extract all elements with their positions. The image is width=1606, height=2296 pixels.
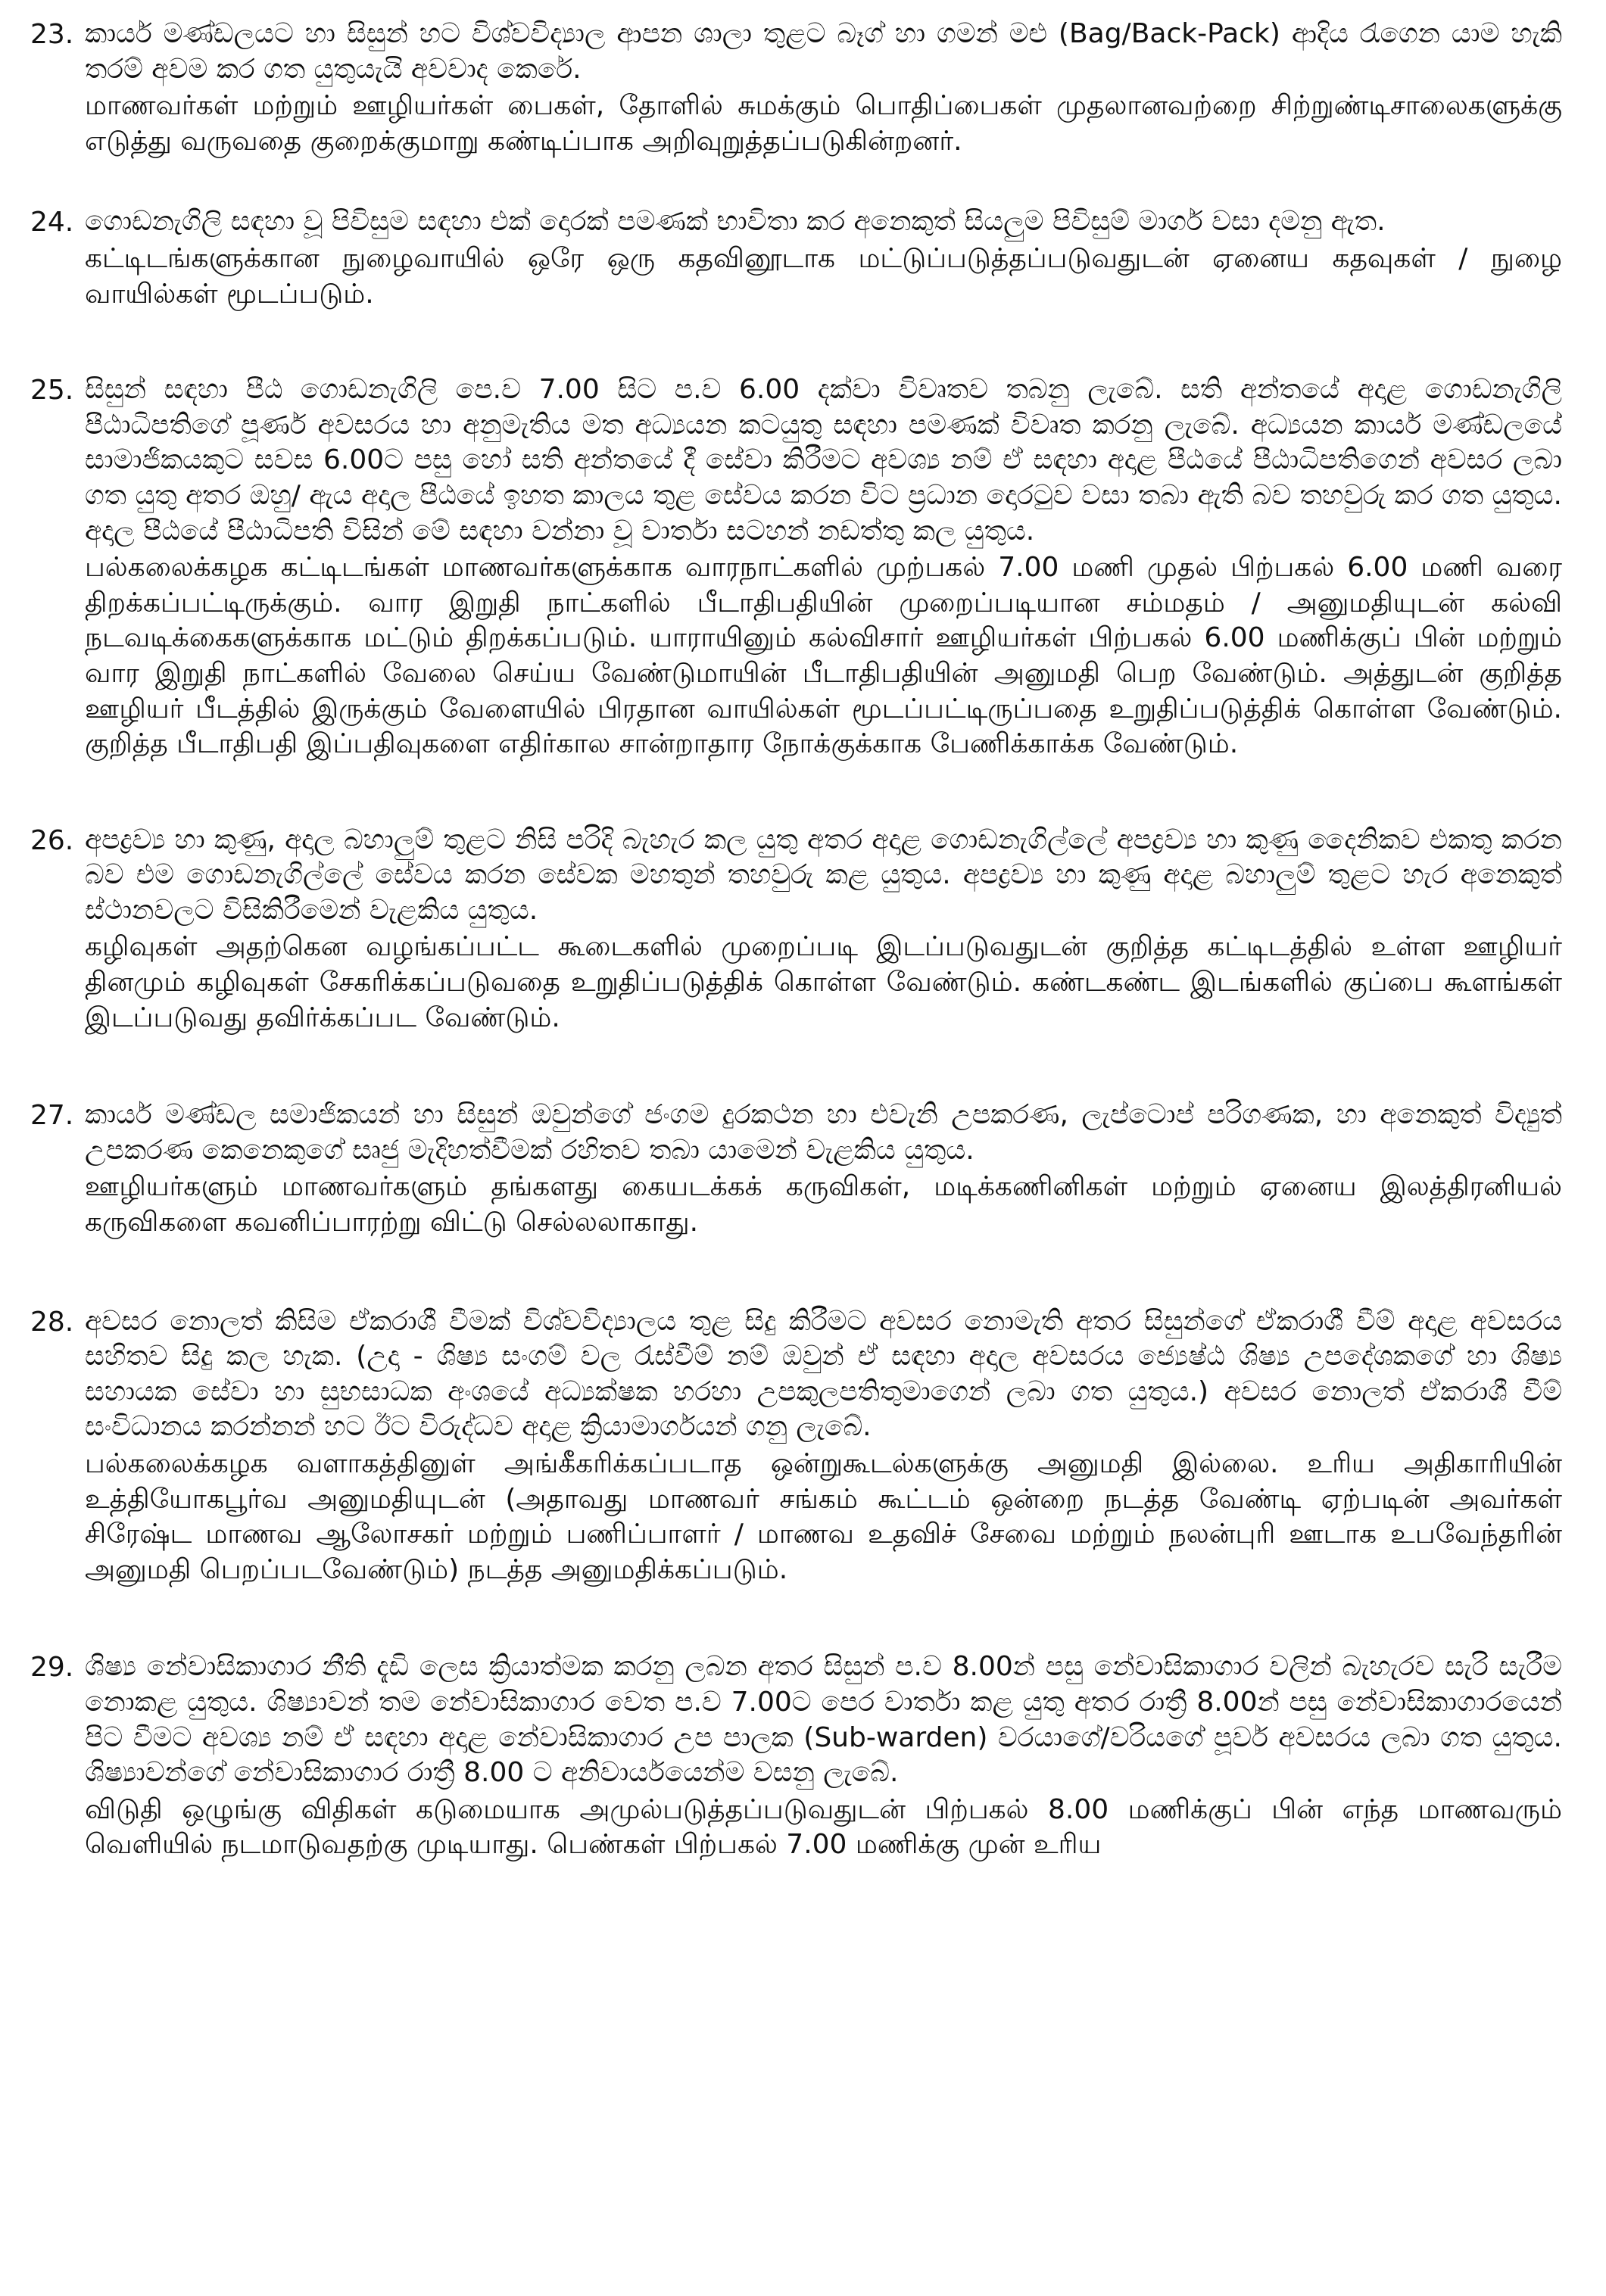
tamil-paragraph: கழிவுகள் அதற்கென வழங்கப்பட்ட கூடைகளில் முறைப்படி இடப்படுவதுடன் குறித்த கட்டிடத்தில் உள்ள ஊழியர் தினமும் கழிவுகள் சேகரிக்கப்படுவதை உறுதிப்படுத்திக் கொள்ள வேண்டும். கண்டகண்ட இடங்களில் குப்பை கூளங்கள் இடப்படுவது தவிர்க்கப்பட வேண்டும்.: [85, 931, 1562, 1033]
item-body: [85, 372, 1562, 762]
tamil-paragraph: பல்கலைக்கழக கட்டிடங்கள் மாணவர்களுக்காக வாரநாட்களில் முற்பகல் 7.00 மணி முதல் பிற்பகல் 6.00 மணி வரை திறக்கப்பட்டிருக்கும். வார இறுதி நாட்களில் பீடாதிபதியின் முறைப்படியான சம்மதம் / அனுமதியுடன் கல்வி நடவடிக்கைகளுக்காக மட்டும் திறக்கப்படும். யாராயினும் கல்விசார் ஊழியர்கள் பிற்பகல் 6.00 மணிக்குப் பின் மற்றும் வார இறுதி நாட்களில் வேலை செய்ய வேண்டுமாயின் பீடாதிபதியின் அனுமதி பெற வேண்டும். அத்துடன் குறித்த ஊழியர் பீடத்தில் இருக்கும் வேளையில் பிரதான வாயில்கள் மூடப்பட்டிருப்பதை உறுதிப்படுத்திக் கொள்ள வேண்டும். குறித்த பீடாதிபதி இப்பதிவுகளை எதிர்கால சான்றாதார நோக்குக்காக பேணிக்காக்க வேண்டும்.: [85, 552, 1562, 760]
tamil-paragraph: பல்கலைக்கழக வளாகத்தினுள் அங்கீகரிக்கப்படாத ஒன்றுகூடல்களுக்கு அனுமதி இல்லை. உரிய அதிகாரியின் உத்தியோகபூர்வ அனுமதியுடன் (அதாவது மாணவர் சங்கம் கூட்டம் ஒன்றை நடத்த வேண்டி ஏற்படின் அவர்கள் சிரேஷ்ட மாணவ ஆலோசகர் மற்றும் பணிப்பாளர் / மாணவ உதவிச் சேவை மற்றும் நலன்புரி ஊடாக உபவேந்தரின் அனுமதி பெறப்படவேண்டும்) நடத்த அனுமதிக்கப்படும்.: [85, 1448, 1562, 1585]
tamil-paragraph: கட்டிடங்களுக்கான நுழைவாயில் ஒரே ஒரு கதவினூடாக மட்டுப்படுத்தப்படுவதுடன் ஏனைய கதவுகள் / நுழை வாயில்கள் மூடப்படும்.: [85, 242, 1562, 310]
sinhala-paragraph: ගොඩනැගිලි සඳහා වූ පිවිසුම සඳහා එක් දොරක් පමණක් භාවිතා කර අනෙකුත් සියලුම පිවිසුම් මාර්ග වසා දමනු ඇත.: [85, 206, 1386, 238]
item-body: [85, 17, 1562, 159]
tamil-paragraph: ஊழியர்களும் மாணவர்களும் தங்களது கையடக்கக் கருவிகள், மடிக்கணினிகள் மற்றும் ஏனைய இலத்திரனியல் கருவிகளை கவனிப்பாரற்று விட்டு செல்லலாகாது.: [85, 1171, 1562, 1238]
rule-item-26: [30, 823, 1562, 1036]
rule-item-23: [30, 17, 1562, 159]
item-body: [85, 823, 1562, 1036]
item-number: 28.: [30, 1306, 74, 1338]
tamil-paragraph: விடுதி ஒழுங்கு விதிகள் கடுமையாக அமுல்படுத்தப்படுவதுடன் பிற்பகல் 8.00 மணிக்குப் பின் எந்த மாணவரும் வெளியில் நடமாடுவதற்கு முடியாது. பெண்கள் பிற்பகல் 7.00 மணிக்கு முன் உரிய: [85, 1793, 1562, 1861]
item-body: [85, 1098, 1562, 1240]
item-body: [85, 1650, 1562, 1863]
item-number: 24.: [30, 207, 74, 238]
item-number: 27.: [30, 1100, 74, 1132]
sinhala-paragraph: කාර්ය මණ්ඩල සමාජිකයන් හා සිසුන් ඔවුන්ගේ ජංගම දුරකථන හා එවැනි උපකරණ, ලැප්ටොප් පරිගණක, හා අනෙකුත් විද්‍යුත් උපකරණ කෙනෙකුගේ සෘජු මැදිහත්වීමක් රහිතව තබා යාමෙන් වැළකිය යුතුය.: [85, 1099, 1562, 1166]
item-body: [85, 204, 1562, 312]
item-number: 25.: [30, 375, 74, 407]
item-number: 29.: [30, 1652, 74, 1684]
tamil-paragraph: மாணவர்கள் மற்றும் ஊழியர்கள் பைகள், தோளில் சுமக்கும் பொதிப்பைகள் முதலானவற்றை சிற்றுண்டிசாலைகளுக்கு எடுத்து வருவதை குறைக்குமாறு கண்டிப்பாக அறிவுறுத்தப்படுகின்றனர்.: [85, 90, 1562, 157]
rule-item-27: [30, 1098, 1562, 1240]
rule-item-29: [30, 1650, 1562, 1863]
rule-item-28: [30, 1304, 1562, 1588]
rule-item-24: [30, 204, 1562, 312]
item-number: 26.: [30, 824, 74, 856]
sinhala-paragraph: සිසුන් සඳහා පීඨ ගොඩනැගිලි පෙ.ව 7.00 සිට ප.ව 6.00 දක්වා විවෘතව තබනු ලැබේ. සති අන්තයේ අදාළ ගොඩනැගිලි පීඨාධිපතිගේ පූර්ණ අවසරය හා අනුමැතිය මත අධ්‍යයන කටයුතු සඳහා පමණක් විවෘත කරනු ලැබේ. අධ්‍යයන කාර්ය මණ්ඩලයේ සාමාජිකයකුට සවස 6.00ට පසු හෝ සති අන්තයේ දී සේවා කිරීමට අවශ්‍ය නම් ඒ සඳහා අදාළ පීඨයේ පීඨාධිපතිගෙන් අවසර ලබා ගත යුතු අතර ඔහු/ ඇය අදාල පීඨයේ ඉහත කාලය තුළ සේවය කරන විට ප්‍රධාන දොරටුව වසා තබා ඇති බව තහවුරු කර ගත යුතුය. අදාල පීඨයේ පීඨාධිපති විසින් මේ සඳහා වන්නා වූ වාර්තා සටහන් නඩත්තු කල යුතුය.: [85, 374, 1562, 547]
sinhala-paragraph: ශිෂ්‍ය නේවාසිකාගාර නීති දැඩි ලෙස ක්‍රියාත්මක කරනු ලබන අතර සිසුන් ප.ව 8.00න් පසු නේවාසිකාගාර වලින් බැහැරව සැරි සැරීම නොකළ යුතුය. ශිෂ්‍යාවන් තම නේවාසිකාගාර වෙත ප.ව 7.00ට පෙර වාර්තා කළ යුතු අතර රාත්‍රී 8.00න් පසු නේවාසිකාගාරයෙන් පිට වීමට අවශ්‍ය නම් ඒ සඳහා අදාළ නේවාසිකාගාර උප පාලක (Sub-warden) වරයාගේ/වරියගේ පූර්ව අවසරය ලබා ගත යුතුය. ශිෂ්‍යාවන්ගේ නේවාසිකාගාර රාත්‍රී 8.00 ට අනිවාර්යයෙන්ම වසනු ලැබේ.: [85, 1651, 1562, 1789]
sinhala-paragraph: අපද්‍රව්‍ය හා කුණු, අදාල බහාලුම් තුළට නිසි පරිදි බැහැර කල යුතු අතර අදාළ ගොඩනැගිල්ලේ අපද්‍රව්‍ය හා කුණු දෛනිකව එකතු කරන බව එම ගොඩනැගිල්ලේ සේවය කරන සේවක මහතුන් තහවුරු කළ යුතුය. අපද්‍රව්‍ය හා කුණු අදාළ බහාලුම් තුළට හැර අනෙකුත් ස්ථානවලට විසිකිරීමෙන් වැළකිය යුතුය.: [85, 824, 1562, 926]
sinhala-paragraph: අවසර නොලත් කිසිම ඒකරාශී වීමක් විශ්වවිද්‍යාලය තුළ සිදු කිරීමට අවසර නොමැති අතර සිසුන්ගේ ඒකරාශී වීම් අදාළ අවසරය සහිතව සිදු කල හැක. (උදා - ශිෂ්‍ය සංගම් වල රැස්වීම් නම් ඔවුන් ඒ සඳහා අදාල අවසරය ජ්‍යෙෂ්ඨ ශිෂ්‍ය උපදේශකගේ හා ශිෂ්‍ය සහායක සේවා හා සුභසාධක අංශයේ අධ්‍යක්ෂක හරහා උපකුලපතිතුමාගෙන් ලබා ගත යුතුය.) අවසර නොලත් ඒකරාශී වීම් සංවිධානය කරන්නන් හට ඊට විරුද්ධව අදාළ ක්‍රියාමාර්ගයන් ගනු ලැබේ.: [85, 1305, 1562, 1443]
item-number: 23.: [30, 19, 74, 50]
rule-item-25: [30, 372, 1562, 762]
sinhala-paragraph: කාර්ය මණ්ඩලයට හා සිසුන් හට විශ්වවිද්‍යාල ආපන ශාලා තුළට බෑග් හා ගමන් මළු (Bag/Back-Pack) ආදිය රැගෙන යාම හැකි තරම් අවම කර ගත යුතුයැයි අවවාද කෙරේ.: [85, 18, 1562, 85]
item-body: [85, 1304, 1562, 1588]
